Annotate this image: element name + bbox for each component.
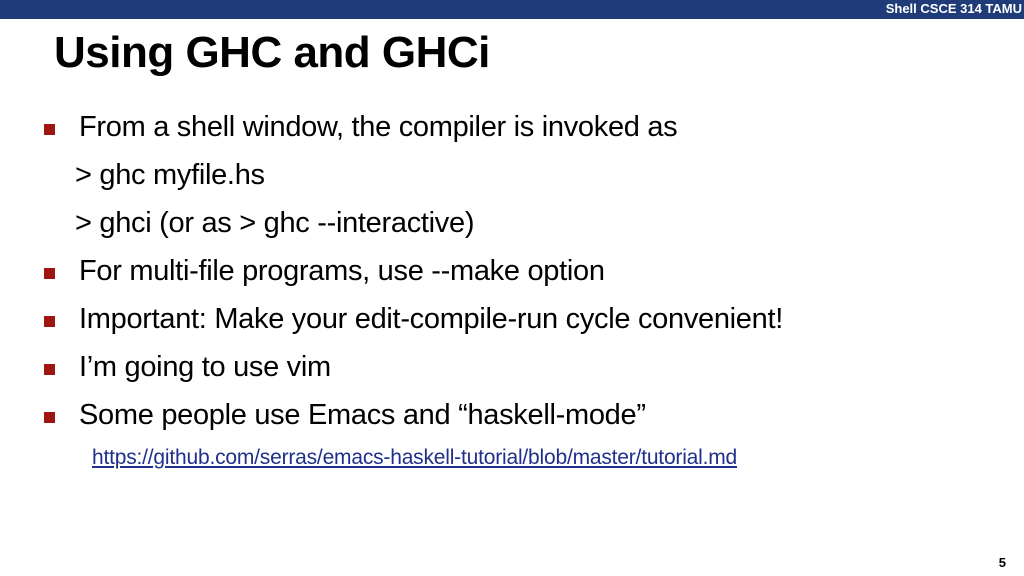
command-line: > ghc myfile.hs [75, 159, 265, 191]
bullet-square-icon [44, 316, 55, 327]
course-label: Shell CSCE 314 TAMU [885, 1, 1022, 16]
bullet-square-icon [44, 124, 55, 135]
bullet-square-icon [44, 364, 55, 375]
bullet-item: For multi-file programs, use --make option [79, 255, 605, 287]
bullet-square-icon [44, 268, 55, 279]
command-line: > ghci (or as > ghc --interactive) [75, 207, 475, 239]
bullet-item: I’m going to use vim [79, 351, 331, 383]
page-number: 5 [998, 555, 1006, 570]
bullet-item: Important: Make your edit-compile-run cycle convenient! [79, 303, 783, 335]
bullet-item: Some people use Emacs and “haskell-mode” [79, 399, 646, 431]
bullet-square-icon [44, 412, 55, 423]
tutorial-link[interactable]: https://github.com/serras/emacs-haskell-tutorial/blob/master/tutorial.md [92, 446, 738, 469]
bullet-item: From a shell window, the compiler is invoked as [79, 111, 678, 143]
slide-title: Using GHC and GHCi [54, 28, 490, 77]
